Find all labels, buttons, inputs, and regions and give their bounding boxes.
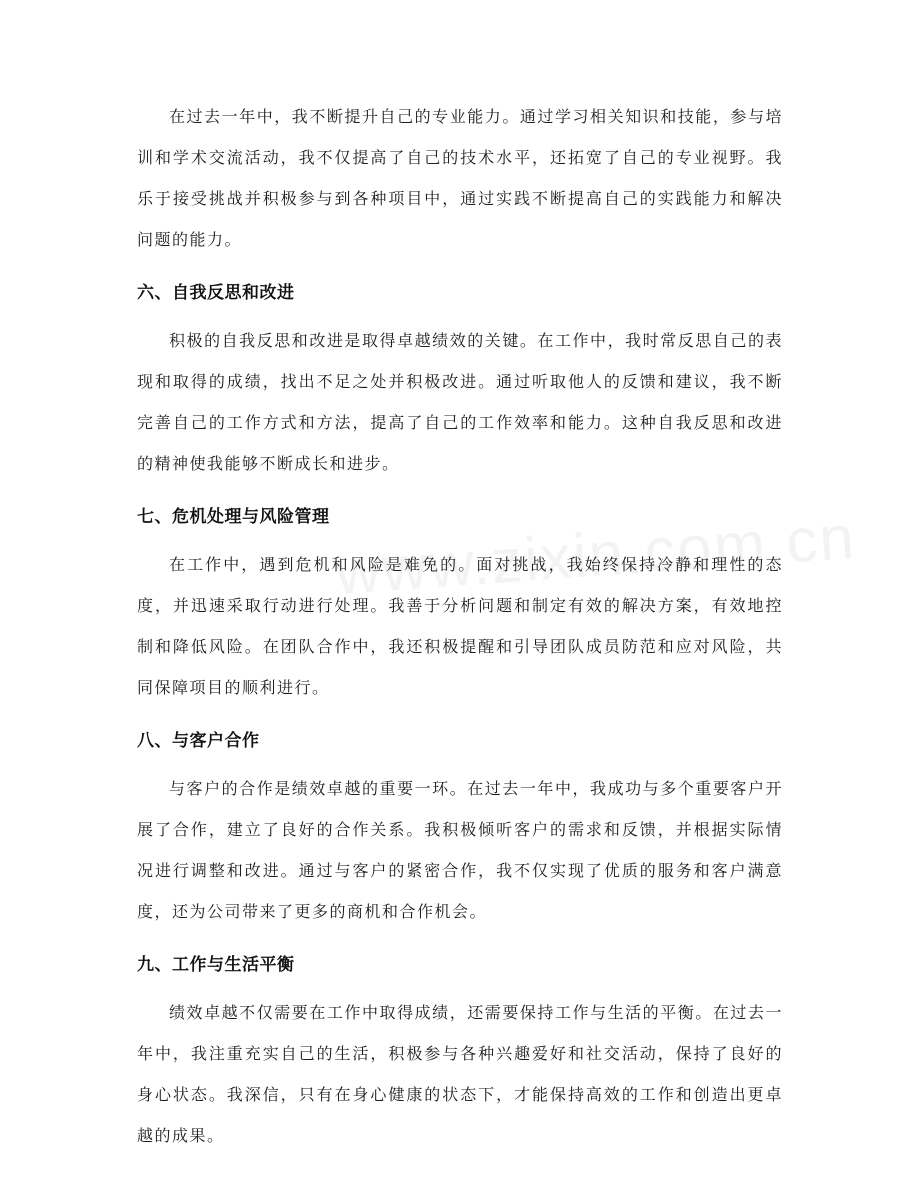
intro-paragraph: 在过去一年中，我不断提升自己的专业能力。通过学习相关知识和技能，参与培训和学术交流活动，我不仅提高了自己的技术水平，还拓宽了自己的专业视野。我乐于接受挑战并积极参与到各种项目中，通过实践不断提高自己的实践能力和解决问题的能力。 [137,107,783,249]
section-paragraph-8: 与客户的合作是绩效卓越的重要一环。在过去一年中，我成功与多个重要客户开展了合作，建立了良好的合作关系。我积极倾听客户的需求和反馈，并根据实际情况进行调整和改进。通过与客户的紧密合作，我不仅实现了优质的服务和客户满意度，还为公司带来了更多的商机和合作机会。 [137,779,783,921]
section-heading-9: 九、工作与生活平衡 [137,955,295,975]
document-page [137,96,783,1156]
section-heading-7: 七、危机处理与风险管理 [137,507,330,527]
section-heading-6: 六、自我反思和改进 [137,283,295,303]
section-paragraph-7: 在工作中，遇到危机和风险是难免的。面对挑战，我始终保持冷静和理性的态度，并迅速采取行动进行处理。我善于分析问题和制定有效的解决方案，有效地控制和降低风险。在团队合作中，我还积极提醒和引导团队成员防范和应对风险，共同保障项目的顺利进行。 [137,555,783,697]
section-paragraph-9: 绩效卓越不仅需要在工作中取得成绩，还需要保持工作与生活的平衡。在过去一年中，我注重充实自己的生活，积极参与各种兴趣爱好和社交活动，保持了良好的身心状态。我深信，只有在身心健康的状态下，才能保持高效的工作和创造出更卓越的成果。 [137,1003,783,1145]
section-paragraph-6: 积极的自我反思和改进是取得卓越绩效的关键。在工作中，我时常反思自己的表现和取得的成绩，找出不足之处并积极改进。通过听取他人的反馈和建议，我不断完善自己的工作方式和方法，提高了自己的工作效率和能力。这种自我反思和改进的精神使我能够不断成长和进步。 [137,331,783,473]
section-heading-8: 八、与客户合作 [137,731,260,751]
